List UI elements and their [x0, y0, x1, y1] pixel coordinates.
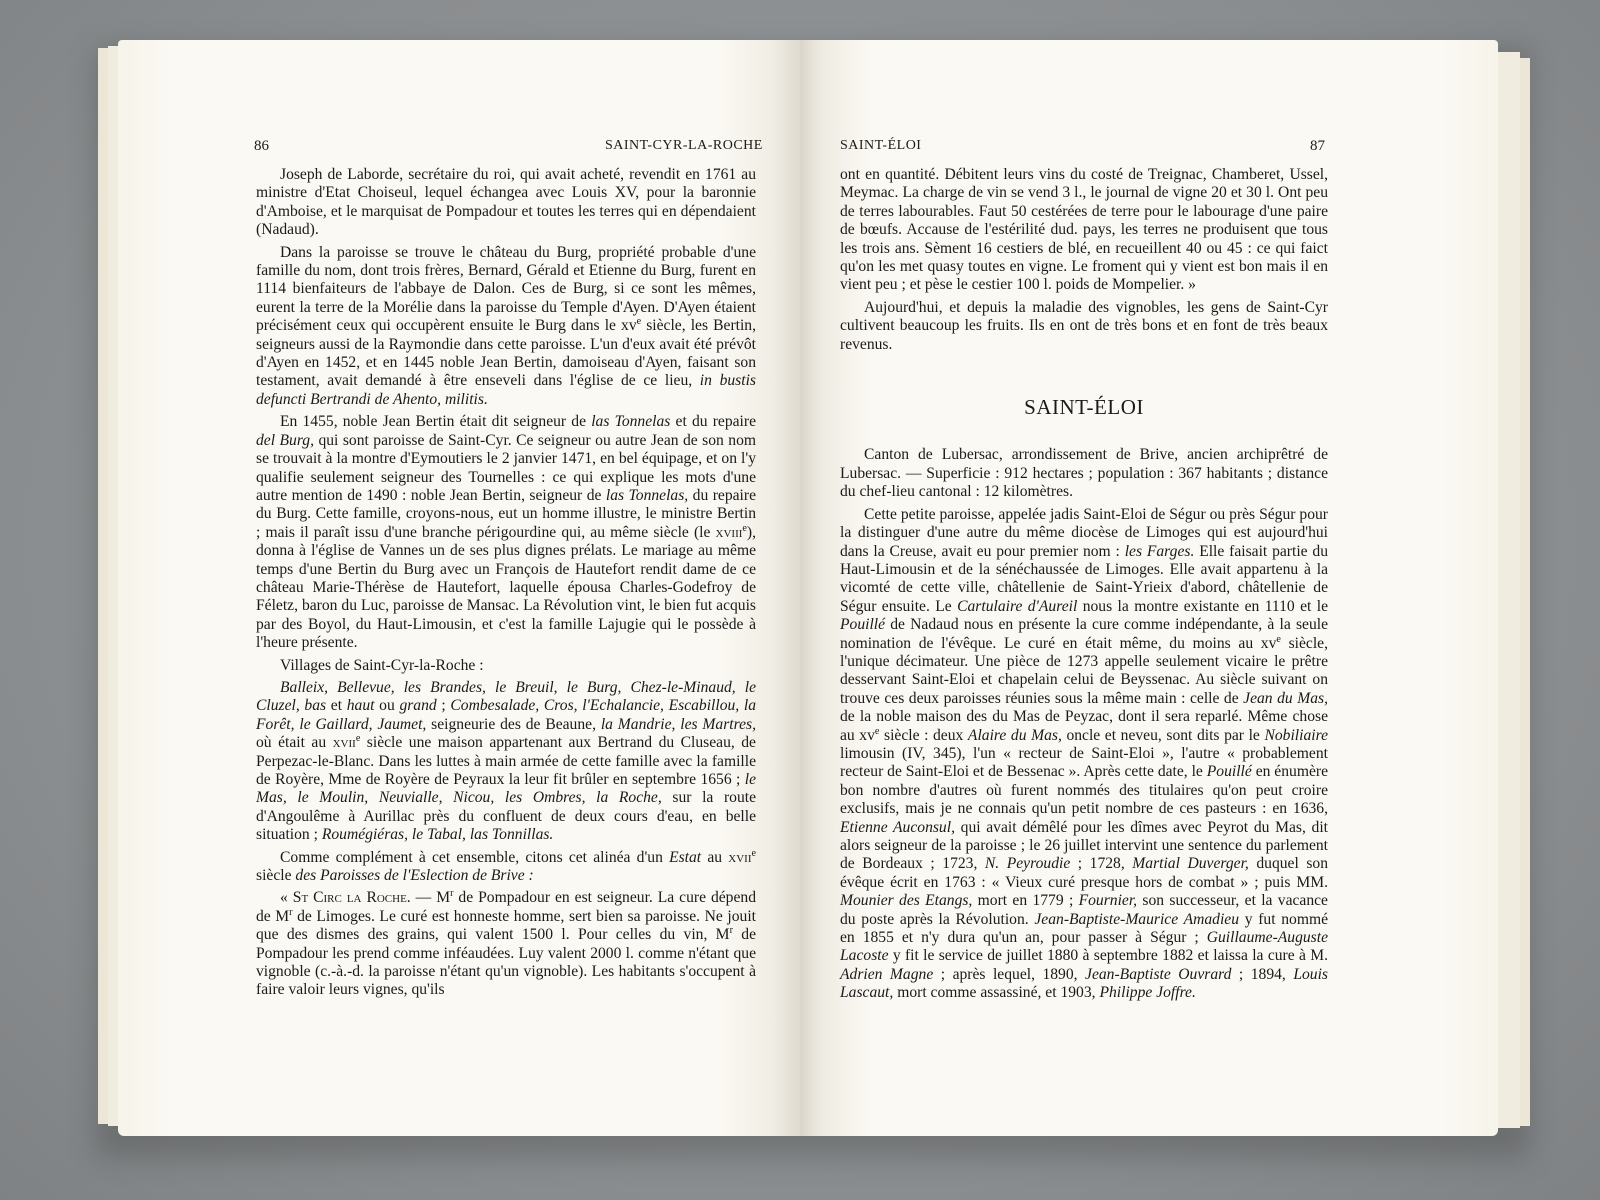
text-run: Guillaume-Auguste Lacoste	[840, 929, 1328, 965]
text-run: nous la montre existante en 1110 et le	[1077, 597, 1329, 615]
text-run: Fournier,	[1078, 892, 1138, 910]
text-run: Villages de Saint-Cyr-la-Roche :	[280, 656, 484, 674]
left-page-text	[256, 166, 756, 1000]
text-run: las Tonnelas	[591, 413, 671, 431]
text-run: de Limoges. Le curé est honneste homme, sert bien sa paroisse. Ne jouit que des dismes des grains, qui valent 1500 l. Pour celles du vin, M	[256, 907, 756, 944]
text-run: Estat	[669, 848, 702, 866]
text-run: Elle faisait partie du Haut-Limousin et de la sénéchaussée de Limoges. Elle avait appartenu à la vicomté de cette ville, châtellenie de Saint-Yrieix d'abord, châtellenie de Ségur ensuite. Le	[840, 542, 1328, 615]
left-page	[118, 40, 800, 1136]
text-run: haut	[346, 697, 375, 715]
text-run: siècle une maison appartenant aux Bertrand du Cluseau, de Perpezac-le-Blanc. Dans les luttes à main armée de cette famille avec la famille de Royère, Mme de Royère de Peyraux la leur fit brûler en septembre 1656 ;	[256, 734, 756, 788]
text-run: Joseph de Laborde, secrétaire du roi, qui avait acheté, revendit en 1761 au ministre d'Etat Choiseul, lequel échangea avec Louis XV, pour la baronnie d'Amboise, et le marquisat de Pompadour et toutes les terres qui en dépendaient (Nadaud).	[256, 166, 756, 239]
text-run: sur la route d'Angoulême à Aurillac près du confluent de deux cours d'eau, en belle situation ;	[256, 789, 756, 844]
paragraph	[840, 506, 1328, 1003]
paragraph	[256, 679, 756, 845]
text-run: Martial Duverger,	[1132, 855, 1249, 873]
text-run: r	[729, 925, 733, 937]
text-run: — M	[410, 889, 451, 907]
text-run: Adrien Magne	[840, 965, 934, 983]
text-run: Jean-Baptiste Ouvrard	[1085, 965, 1232, 983]
paragraph	[256, 657, 756, 675]
paragraph	[840, 166, 1328, 295]
text-run: Roumégiéras, le Tabal, las Tonnillas.	[321, 826, 554, 844]
text-run: de Pompadour les prend comme inféaudées. Luy valent 2000 l. comme n'étant que vignoble (c.-à.-d. la paroisse n'étant qu'un vignoble). Les habitants s'occupent à faire valoir leurs vignes, qu'ils	[256, 926, 756, 999]
text-run: ou	[374, 697, 400, 715]
paragraph	[256, 413, 756, 652]
text-run: ; 1728,	[1070, 855, 1133, 873]
text-run: Etienne Auconsul,	[840, 818, 955, 836]
text-run: qui sont paroisse de Saint-Cyr. Ce seigneur ou autre Jean de son nom se trouvait à la montre d'Eymoutiers le 2 janvier 1471, en bel équipage, et on l'y qualifie seulement seigneur des Tournelles : ce qui explique les mots d'une autre mention de 1490 : noble Jean Bertin, seigneur de	[256, 431, 756, 504]
text-run: y fut nommé en 1855 et n'y dura qu'un an, pour passer à Ségur ;	[840, 910, 1328, 947]
text-run: En 1455, noble Jean Bertin était dit seigneur de	[280, 413, 592, 431]
text-run: siècle, les Bertin, seigneurs aussi de la Raymondie dans cette paroisse. L'un d'eux avait été prévôt d'Ayen en 1452, et en 1445 noble Jean Bertin, damoiseau d'Ayen, faisant son testament, avait demandé à être enseveli dans l'église de ce lieu,	[256, 317, 756, 390]
text-run: ;	[436, 697, 451, 715]
text-run: oncle et neveu, sont dits par le	[1061, 726, 1265, 744]
text-run: mort comme assassiné, et 1903,	[893, 984, 1100, 1002]
text-run: y fit le service de juillet 1880 à septembre 1882 et laissa la cure à M.	[888, 947, 1328, 965]
text-run: ont en quantité. Débitent leurs vins du costé de Treignac, Chamberet, Ussel, Meymac. La charge de vin se vend 3 l., le journal de vigne 20 et 30 l. Ont peu de terres labourables. Faut 50 cestérées de terre pour le labourage d'une paire de bœufs. Accause de l'estérilité dud. pays, les terres ne produisent que tous les trois ans. Sèment 16 cestiers de blé, en recueillent 40 ou 45 : ce qui faict qu'on les met quasy toutes en vigne. Le froment qui y vient est bon mais il en vient peu ; et pèse le cestier 100 l. poids de Mompelier. »	[840, 166, 1328, 294]
text-run: de la noble maison des du Mas de Peyzac, dont il sera reparlé. Même chose au xv	[840, 708, 1328, 744]
right-page	[800, 40, 1498, 1136]
right-text-after	[840, 446, 1328, 1002]
text-run: in bustis defuncti Bertrandi de Ahento, militis.	[256, 372, 756, 408]
right-running-head: SAINT-ÉLOI	[840, 138, 922, 153]
text-run: Cartulaire d'Aureil	[957, 597, 1078, 615]
text-run: del Burg,	[256, 431, 315, 449]
text-run: en énumère bon nombre d'autres où furent nommés des titulaires qu'on peut croire exclusifs, mais je ne connais qu'un petit nombre de ces pasteurs : en 1636,	[840, 763, 1328, 818]
text-run: siècle	[256, 867, 296, 885]
text-run: Nobiliaire	[1264, 726, 1328, 744]
text-run: Alaire du Mas,	[967, 726, 1062, 744]
text-run: limousin (IV, 345), l'un « recteur de Saint-Eloi », l'autre « probablement recteur de Saint-Eloi et de Bessenac ». Après cette date, le	[840, 744, 1328, 781]
text-run: de Pompadour en est seigneur. La cure dépend de M	[256, 889, 756, 925]
paragraph	[256, 166, 756, 240]
text-run: Pouillé	[1206, 763, 1252, 781]
text-run: xvii	[332, 734, 356, 752]
text-run: seigneurie des de Beaune,	[426, 715, 601, 733]
text-run: e	[874, 725, 880, 737]
text-run: les Farges.	[1124, 542, 1195, 560]
text-run: St Circ la Roche.	[292, 889, 411, 907]
text-run: et du repaire	[670, 413, 757, 431]
paragraph	[840, 299, 1328, 354]
text-run: ; 1894,	[1231, 965, 1294, 983]
left-page-number: 86	[254, 138, 269, 154]
text-run: Aujourd'hui, et depuis la maladie des vignobles, les gens de Saint-Cyr cultivent beaucoup les fruits. Ils en ont de très bons et en font de très beaux revenus.	[840, 298, 1328, 353]
text-run: xviii	[715, 523, 743, 541]
text-run: e	[1276, 633, 1281, 645]
text-run: ), donna à l'église de Vannes un de ses plus dignes prélats. Le mariage au même temps d'une Bertin du Burg avec un François de Hautefort rendit dame de ce château Marie-Thérèse de Hautefort, laquelle épousa Charles-Godefroy de Féletz, baron du Luc, paroisse de Mansac. La Révolution vint, le bien fut acquis par des Boyol, du Haut-Limousin, et c'est la famille Lajugie qui le possède à l'heure présente.	[256, 523, 756, 652]
paragraph	[256, 849, 756, 886]
text-run: au	[701, 848, 729, 866]
text-run: Jean-Baptiste-Maurice Amadieu	[1034, 910, 1239, 928]
text-run: e	[751, 847, 756, 859]
text-run: e	[742, 522, 747, 534]
text-run: Canton de Lubersac, arrondissement de Brive, ancien archiprêtré de Lubersac. — Superficie : 912 hectares ; population : 367 habitants ; distance du chef-lieu cantonal : 12 kilomètres.	[840, 446, 1328, 501]
text-run: e	[355, 733, 361, 744]
section-title: SAINT-ÉLOI	[1024, 395, 1144, 420]
text-run: qui avait démêlé pour les dîmes avec Peyrot du Mas, dit alors seigneur de la paroisse ; le 26 juillet intervint une sentence du parlement de Bordeaux ; 1723,	[840, 818, 1328, 873]
text-run: e	[636, 316, 642, 328]
text-run: «	[280, 889, 293, 907]
text-run: mort en 1779 ;	[972, 892, 1079, 910]
text-run: Cette petite paroisse, appelée jadis Saint-Eloi de Ségur ou près Ségur pour la distinguer d'une autre du même diocèse de Limoges qui est aujourd'hui dans la Creuse, avait eu pour premier nom :	[840, 505, 1328, 560]
text-run: du repaire du Burg. Cette famille, croyons-nous, eut un homme illustre, le ministre Bertin ; mais il paraît issu d'une branche périgourdine qui, au même siècle (le	[256, 486, 756, 541]
text-run: r	[450, 888, 454, 900]
text-run: duquel son évêque écrit en 1763 : « Vieux curé presque hors de combat » ; puis MM.	[840, 855, 1328, 891]
text-run: xvii	[728, 848, 752, 866]
right-page-number: 87	[1310, 138, 1325, 154]
right-text-before	[840, 166, 1328, 354]
text-run: siècle : deux	[879, 726, 968, 744]
text-run: Combesalade, Cros, l'Echalancie, Escabillou, la Forêt, le Gaillard, Jaumet,	[256, 697, 757, 733]
paragraph	[840, 446, 1328, 501]
paragraph	[256, 889, 756, 999]
text-run: Comme complément à cet ensemble, citons cet alinéa d'un	[280, 848, 670, 866]
text-run: r	[289, 906, 293, 918]
text-run: des Paroisses de l'Eslection de Brive :	[295, 867, 534, 885]
text-run: où était au	[256, 734, 333, 752]
text-run: Jean du Mas,	[1243, 689, 1328, 707]
text-run: N. Peyroudie	[984, 855, 1071, 873]
text-run: le Mas, le Moulin, Neuvialle, Nicou, les Ombres, la Roche,	[256, 771, 756, 807]
text-run: son successeur, et la vacance du poste après la Révolution.	[840, 892, 1328, 928]
text-run: Balleix, Bellevue, les Brandes, le Breuil, le Burg, Chez-le-Minaud, le Cluzel, bas	[256, 678, 756, 715]
text-run: Louis Lascaut,	[840, 965, 1328, 1002]
text-run: ; après lequel, 1890,	[933, 965, 1086, 983]
text-run: la Mandrie, les Martres,	[600, 715, 756, 733]
text-run: Pouillé	[840, 616, 886, 634]
text-run: Mounier des Etangs,	[840, 892, 973, 910]
text-run: et	[326, 697, 347, 715]
text-run: grand	[399, 697, 437, 715]
text-run: Dans la paroisse se trouve le château du Burg, propriété probable d'une famille du nom, dont trois frères, Bernard, Gérald et Etienne du Burg, furent en 1114 bienfaiteurs de l'abbaye de Dalon. Ces de Burg, si ce sont les mêmes, eurent la terre de la Morélie dans la paroisse du Temple d'Ayen. D'Ayen étaient précisément ceux qui occupèrent ensuite le Burg dans le xv	[256, 243, 756, 335]
text-run: las Tonnelas,	[605, 486, 689, 504]
right-page-text	[840, 166, 1328, 1003]
paragraph	[256, 244, 756, 410]
left-running-head: SAINT-CYR-LA-ROCHE	[605, 138, 763, 153]
text-run: de Nadaud nous en présente la cure comme indépendante, à la seule nomination de l'évêque. Le curé en était même, du moins au xv	[840, 616, 1328, 652]
text-run: siècle, l'unique décimateur. Une pièce de 1273 appelle seulement vicaire le prêtre desservant Saint-Eloi et chapelain celui de Beyssenac. Au siècle suivant on trouve ces deux paroisses réunies sous la même main : celle de	[840, 634, 1328, 707]
text-run: Philippe Joffre.	[1099, 984, 1196, 1002]
